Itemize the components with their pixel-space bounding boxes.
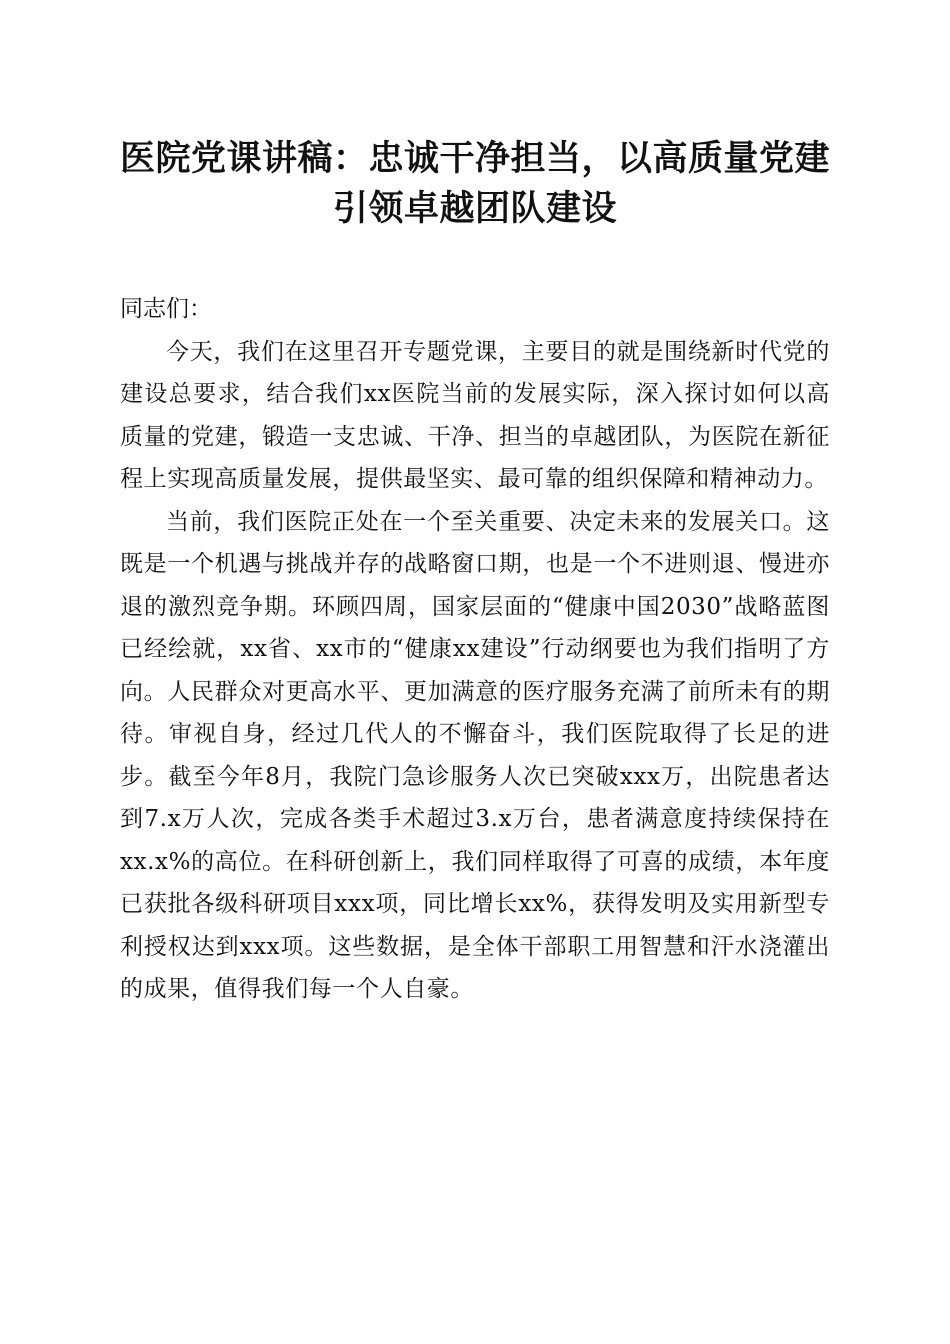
document-title xyxy=(120,0,830,234)
salutation: 同志们： xyxy=(120,296,212,322)
paragraph-current-situation: 当前，我们医院正处在一个至关重要、决定未来的发展关口。这既是一个机遇与挑战并存的战略窗口期，也是一个不进则退、慢进亦退的激烈竞争期。环顾四周，国家层面的“健康中国2030”战略蓝图已经绘就，xx省、xx市的“健康xx建设”行动纲要也为我们指明了方向。人民群众对更高水平、更加满意的医疗服务充满了前所未有的期待。审视自身，经过几代人的不懈奋斗，我们医院取得了长足的进步。截至今年8月，我院门急诊服务人次已突破xxx万，出院患者达到7.x万人次，完成各类手术超过3.x万台，患者满意度持续保持在xx.x%的高位。在科研创新上，我们同样取得了可喜的成绩，本年度已获批各级科研项目xxx项，同比增长xx%，获得发明及实用新型专利授权达到xxx项。这些数据，是全体干部职工用智慧和汗水浇灌出的成果，值得我们每一个人自豪。 xyxy=(120,508,830,1002)
document-title-line-1: 医院党课讲稿：忠诚干净担当，以高质量党建 xyxy=(120,138,831,179)
paragraph-intro: 今天，我们在这里召开专题党课，主要目的就是围绕新时代党的建设总要求，结合我们xx医院当前的发展实际，深入探讨如何以高质量的党建，锻造一支忠诚、干净、担当的卓越团队，为医院在新征程上实现高质量发展，提供最坚实、最可靠的组织保障和精神动力。 xyxy=(120,338,830,492)
document-title-line-2: 引领卓越团队建设 xyxy=(332,188,617,229)
document-page xyxy=(120,0,830,1344)
document-body xyxy=(120,288,830,1011)
